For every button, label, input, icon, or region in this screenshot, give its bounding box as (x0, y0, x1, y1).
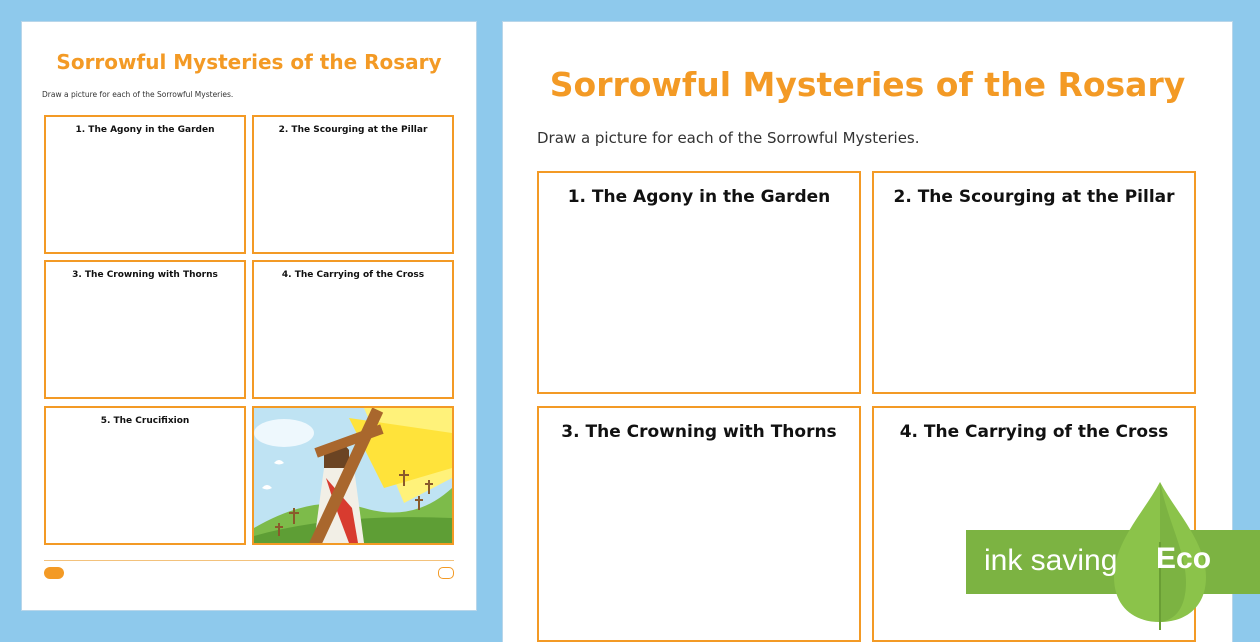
jesus-carrying-cross-illustration (254, 408, 452, 543)
page-title: Sorrowful Mysteries of the Rosary (56, 50, 442, 74)
drawing-box-1 (44, 115, 246, 254)
instructions-text: Draw a picture for each of the Sorrowful Mysteries. (537, 129, 920, 147)
drawing-box-2 (252, 115, 454, 254)
box-label: 4. The Carrying of the Cross (899, 422, 1169, 442)
drawing-box-4 (252, 260, 454, 399)
instructions-text: Draw a picture for each of the Sorrowful Mysteries. (42, 90, 234, 99)
footer-divider (44, 560, 454, 561)
drawing-box-2 (872, 171, 1196, 394)
ink-saving-text: ink saving (984, 544, 1118, 577)
box-label: 4. The Carrying of the Cross (281, 270, 425, 280)
eco-ink-saving-badge (966, 482, 1260, 630)
drawing-box-1 (537, 171, 861, 394)
box-label: 1. The Agony in the Garden (567, 187, 831, 207)
box-label: 3. The Crowning with Thorns (561, 422, 837, 442)
box-label: 2. The Scourging at the Pillar (278, 125, 428, 135)
drawing-box-5 (44, 406, 246, 545)
drawing-box-3 (537, 406, 861, 642)
worksheet-preview-page (22, 22, 476, 610)
box-label: 1. The Agony in the Garden (75, 125, 215, 135)
illustration-box (252, 406, 454, 545)
page-title: Sorrowful Mysteries of the Rosary (549, 65, 1186, 104)
drawing-box-3 (44, 260, 246, 399)
publisher-logo (44, 567, 64, 579)
box-label: 3. The Crowning with Thorns (72, 270, 218, 280)
eco-label: Eco (1156, 542, 1212, 575)
footer-mark (438, 567, 454, 579)
box-label: 5. The Crucifixion (100, 416, 190, 426)
box-label: 2. The Scourging at the Pillar (893, 187, 1175, 207)
